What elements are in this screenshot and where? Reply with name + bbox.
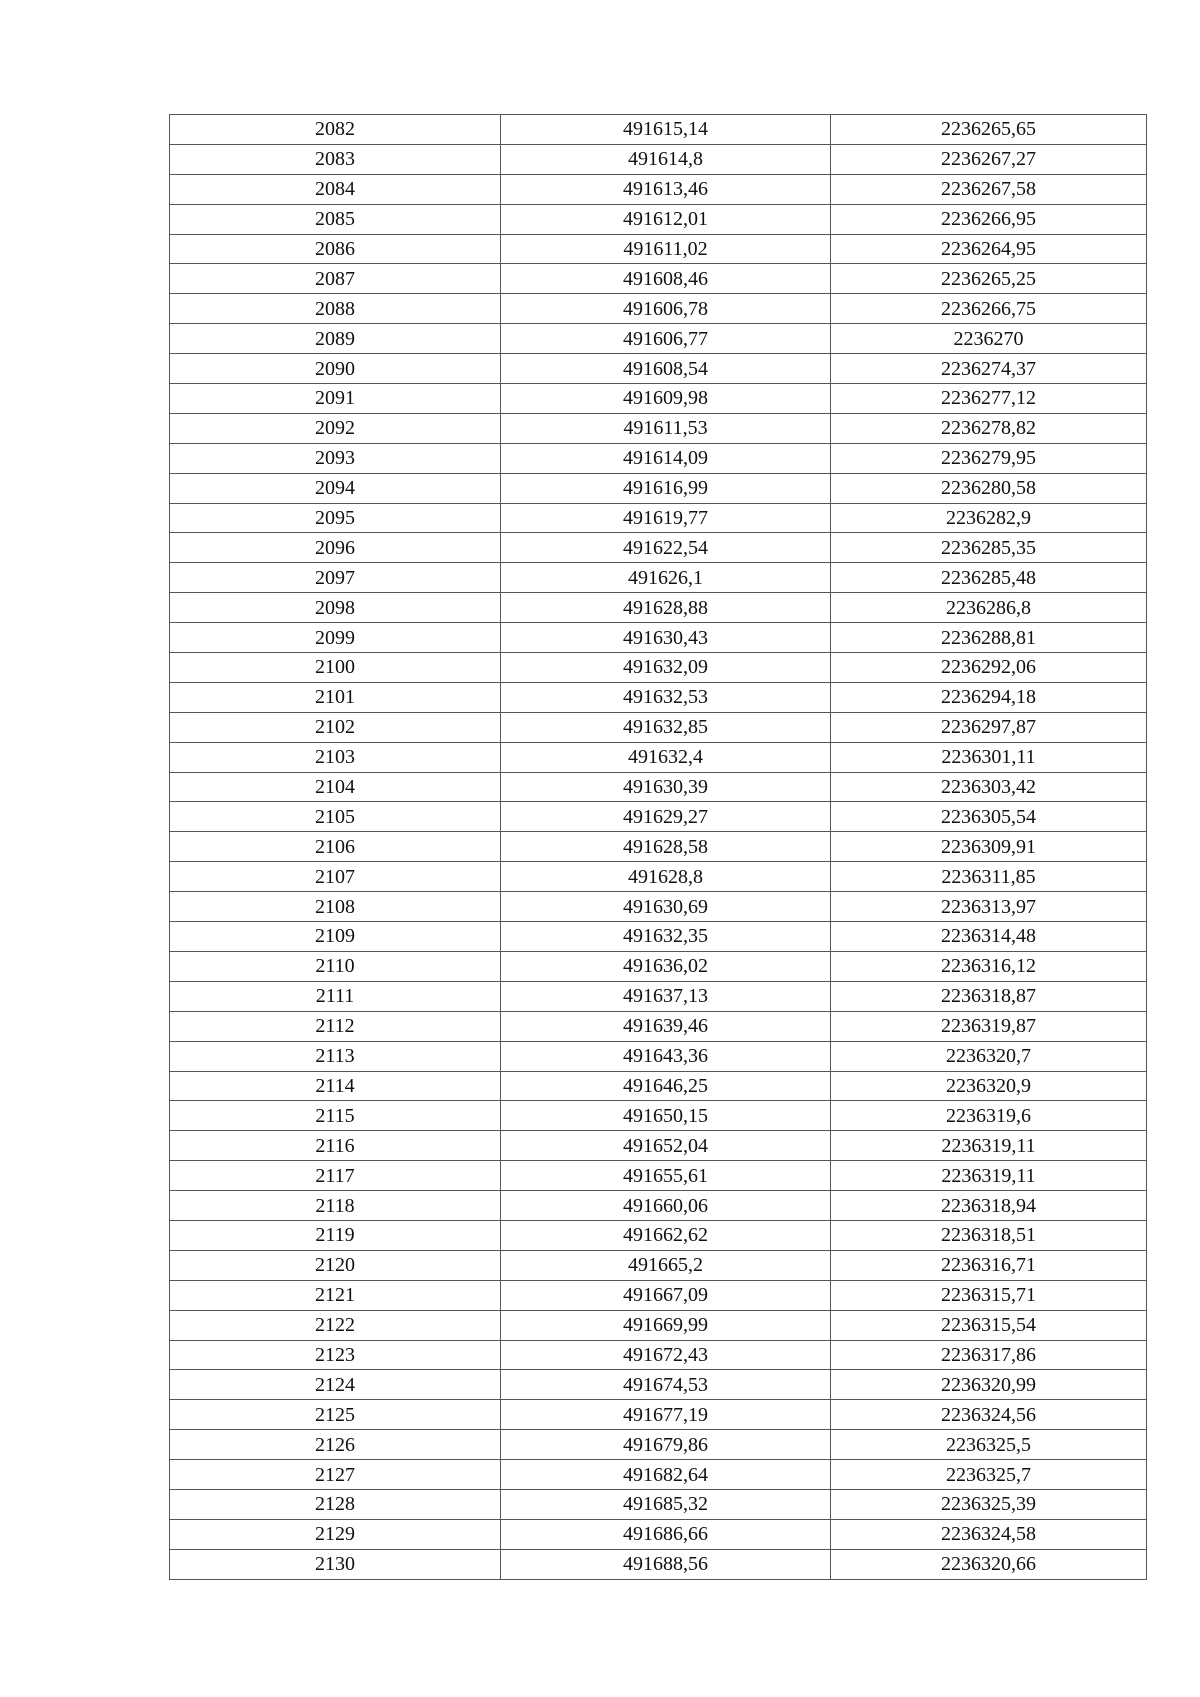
point-number-cell: 2088 xyxy=(170,294,501,324)
x-coordinate-cell: 491606,77 xyxy=(501,324,831,354)
point-number-cell: 2096 xyxy=(170,533,501,563)
point-number-cell: 2111 xyxy=(170,981,501,1011)
point-number-cell: 2126 xyxy=(170,1430,501,1460)
x-coordinate-cell: 491619,77 xyxy=(501,503,831,533)
y-coordinate-cell: 2236314,48 xyxy=(831,922,1147,952)
table-row xyxy=(170,862,1147,892)
table-row xyxy=(170,623,1147,653)
x-coordinate-cell: 491674,53 xyxy=(501,1370,831,1400)
table-row xyxy=(170,115,1147,145)
table-row xyxy=(170,922,1147,952)
table-row xyxy=(170,324,1147,354)
x-coordinate-cell: 491630,43 xyxy=(501,623,831,653)
table-row xyxy=(170,1220,1147,1250)
table-row xyxy=(170,1430,1147,1460)
y-coordinate-cell: 2236292,06 xyxy=(831,653,1147,683)
x-coordinate-cell: 491650,15 xyxy=(501,1101,831,1131)
table-row xyxy=(170,1340,1147,1370)
x-coordinate-cell: 491628,88 xyxy=(501,593,831,623)
point-number-cell: 2114 xyxy=(170,1071,501,1101)
x-coordinate-cell: 491662,62 xyxy=(501,1220,831,1250)
table-row xyxy=(170,1131,1147,1161)
table-row xyxy=(170,234,1147,264)
point-number-cell: 2097 xyxy=(170,563,501,593)
table-row xyxy=(170,653,1147,683)
x-coordinate-cell: 491665,2 xyxy=(501,1250,831,1280)
point-number-cell: 2128 xyxy=(170,1489,501,1519)
y-coordinate-cell: 2236320,99 xyxy=(831,1370,1147,1400)
coordinates-table xyxy=(169,114,1147,1580)
table-row xyxy=(170,1041,1147,1071)
table-row xyxy=(170,1280,1147,1310)
x-coordinate-cell: 491628,8 xyxy=(501,862,831,892)
point-number-cell: 2085 xyxy=(170,204,501,234)
x-coordinate-cell: 491613,46 xyxy=(501,174,831,204)
y-coordinate-cell: 2236305,54 xyxy=(831,802,1147,832)
point-number-cell: 2100 xyxy=(170,653,501,683)
point-number-cell: 2104 xyxy=(170,772,501,802)
point-number-cell: 2122 xyxy=(170,1310,501,1340)
point-number-cell: 2106 xyxy=(170,832,501,862)
x-coordinate-cell: 491632,09 xyxy=(501,653,831,683)
x-coordinate-cell: 491655,61 xyxy=(501,1161,831,1191)
point-number-cell: 2115 xyxy=(170,1101,501,1131)
table-row xyxy=(170,1549,1147,1579)
table-row xyxy=(170,1101,1147,1131)
table-row xyxy=(170,1489,1147,1519)
table-row xyxy=(170,802,1147,832)
table-row xyxy=(170,1519,1147,1549)
point-number-cell: 2093 xyxy=(170,443,501,473)
table-row xyxy=(170,593,1147,623)
x-coordinate-cell: 491611,02 xyxy=(501,234,831,264)
table-row xyxy=(170,682,1147,712)
table-row xyxy=(170,1310,1147,1340)
y-coordinate-cell: 2236315,54 xyxy=(831,1310,1147,1340)
x-coordinate-cell: 491615,14 xyxy=(501,115,831,145)
point-number-cell: 2087 xyxy=(170,264,501,294)
table-row xyxy=(170,892,1147,922)
table-row xyxy=(170,1460,1147,1490)
y-coordinate-cell: 2236294,18 xyxy=(831,682,1147,712)
y-coordinate-cell: 2236280,58 xyxy=(831,473,1147,503)
x-coordinate-cell: 491646,25 xyxy=(501,1071,831,1101)
table-row xyxy=(170,384,1147,414)
x-coordinate-cell: 491609,98 xyxy=(501,384,831,414)
y-coordinate-cell: 2236297,87 xyxy=(831,712,1147,742)
y-coordinate-cell: 2236285,35 xyxy=(831,533,1147,563)
point-number-cell: 2109 xyxy=(170,922,501,952)
point-number-cell: 2110 xyxy=(170,951,501,981)
x-coordinate-cell: 491682,64 xyxy=(501,1460,831,1490)
x-coordinate-cell: 491630,69 xyxy=(501,892,831,922)
x-coordinate-cell: 491643,36 xyxy=(501,1041,831,1071)
table-row xyxy=(170,951,1147,981)
x-coordinate-cell: 491632,35 xyxy=(501,922,831,952)
table-row xyxy=(170,1071,1147,1101)
table-row xyxy=(170,1191,1147,1221)
y-coordinate-cell: 2236324,58 xyxy=(831,1519,1147,1549)
point-number-cell: 2083 xyxy=(170,144,501,174)
y-coordinate-cell: 2236317,86 xyxy=(831,1340,1147,1370)
point-number-cell: 2129 xyxy=(170,1519,501,1549)
point-number-cell: 2094 xyxy=(170,473,501,503)
table-row xyxy=(170,443,1147,473)
x-coordinate-cell: 491622,54 xyxy=(501,533,831,563)
x-coordinate-cell: 491632,4 xyxy=(501,742,831,772)
x-coordinate-cell: 491626,1 xyxy=(501,563,831,593)
y-coordinate-cell: 2236318,94 xyxy=(831,1191,1147,1221)
y-coordinate-cell: 2236286,8 xyxy=(831,593,1147,623)
y-coordinate-cell: 2236282,9 xyxy=(831,503,1147,533)
y-coordinate-cell: 2236319,11 xyxy=(831,1131,1147,1161)
y-coordinate-cell: 2236266,75 xyxy=(831,294,1147,324)
y-coordinate-cell: 2236319,11 xyxy=(831,1161,1147,1191)
y-coordinate-cell: 2236313,97 xyxy=(831,892,1147,922)
point-number-cell: 2112 xyxy=(170,1011,501,1041)
x-coordinate-cell: 491611,53 xyxy=(501,413,831,443)
point-number-cell: 2124 xyxy=(170,1370,501,1400)
table-row xyxy=(170,473,1147,503)
table-row xyxy=(170,772,1147,802)
x-coordinate-cell: 491629,27 xyxy=(501,802,831,832)
y-coordinate-cell: 2236316,71 xyxy=(831,1250,1147,1280)
x-coordinate-cell: 491652,04 xyxy=(501,1131,831,1161)
table-row xyxy=(170,832,1147,862)
y-coordinate-cell: 2236279,95 xyxy=(831,443,1147,473)
x-coordinate-cell: 491608,46 xyxy=(501,264,831,294)
y-coordinate-cell: 2236319,6 xyxy=(831,1101,1147,1131)
x-coordinate-cell: 491636,02 xyxy=(501,951,831,981)
table-row xyxy=(170,503,1147,533)
point-number-cell: 2101 xyxy=(170,682,501,712)
x-coordinate-cell: 491660,06 xyxy=(501,1191,831,1221)
x-coordinate-cell: 491688,56 xyxy=(501,1549,831,1579)
x-coordinate-cell: 491628,58 xyxy=(501,832,831,862)
table-row xyxy=(170,413,1147,443)
y-coordinate-cell: 2236278,82 xyxy=(831,413,1147,443)
y-coordinate-cell: 2236274,37 xyxy=(831,354,1147,384)
x-coordinate-cell: 491614,8 xyxy=(501,144,831,174)
x-coordinate-cell: 491616,99 xyxy=(501,473,831,503)
x-coordinate-cell: 491669,99 xyxy=(501,1310,831,1340)
y-coordinate-cell: 2236325,7 xyxy=(831,1460,1147,1490)
y-coordinate-cell: 2236265,25 xyxy=(831,264,1147,294)
y-coordinate-cell: 2236266,95 xyxy=(831,204,1147,234)
table-row xyxy=(170,1370,1147,1400)
y-coordinate-cell: 2236320,9 xyxy=(831,1071,1147,1101)
y-coordinate-cell: 2236311,85 xyxy=(831,862,1147,892)
point-number-cell: 2119 xyxy=(170,1220,501,1250)
y-coordinate-cell: 2236316,12 xyxy=(831,951,1147,981)
table-row xyxy=(170,354,1147,384)
x-coordinate-cell: 491677,19 xyxy=(501,1400,831,1430)
point-number-cell: 2120 xyxy=(170,1250,501,1280)
x-coordinate-cell: 491632,85 xyxy=(501,712,831,742)
y-coordinate-cell: 2236325,39 xyxy=(831,1489,1147,1519)
table-row xyxy=(170,204,1147,234)
x-coordinate-cell: 491630,39 xyxy=(501,772,831,802)
point-number-cell: 2084 xyxy=(170,174,501,204)
table-row xyxy=(170,1250,1147,1280)
point-number-cell: 2099 xyxy=(170,623,501,653)
coordinates-table-body xyxy=(170,115,1147,1580)
point-number-cell: 2123 xyxy=(170,1340,501,1370)
table-row xyxy=(170,174,1147,204)
point-number-cell: 2130 xyxy=(170,1549,501,1579)
y-coordinate-cell: 2236270 xyxy=(831,324,1147,354)
point-number-cell: 2090 xyxy=(170,354,501,384)
x-coordinate-cell: 491679,86 xyxy=(501,1430,831,1460)
y-coordinate-cell: 2236267,27 xyxy=(831,144,1147,174)
point-number-cell: 2092 xyxy=(170,413,501,443)
table-row xyxy=(170,742,1147,772)
table-row xyxy=(170,1400,1147,1430)
x-coordinate-cell: 491612,01 xyxy=(501,204,831,234)
y-coordinate-cell: 2236320,7 xyxy=(831,1041,1147,1071)
y-coordinate-cell: 2236309,91 xyxy=(831,832,1147,862)
y-coordinate-cell: 2236324,56 xyxy=(831,1400,1147,1430)
y-coordinate-cell: 2236318,87 xyxy=(831,981,1147,1011)
point-number-cell: 2105 xyxy=(170,802,501,832)
x-coordinate-cell: 491672,43 xyxy=(501,1340,831,1370)
y-coordinate-cell: 2236265,65 xyxy=(831,115,1147,145)
y-coordinate-cell: 2236285,48 xyxy=(831,563,1147,593)
x-coordinate-cell: 491637,13 xyxy=(501,981,831,1011)
table-row xyxy=(170,981,1147,1011)
y-coordinate-cell: 2236319,87 xyxy=(831,1011,1147,1041)
point-number-cell: 2113 xyxy=(170,1041,501,1071)
table-row xyxy=(170,1161,1147,1191)
table-row xyxy=(170,1011,1147,1041)
x-coordinate-cell: 491632,53 xyxy=(501,682,831,712)
y-coordinate-cell: 2236325,5 xyxy=(831,1430,1147,1460)
point-number-cell: 2102 xyxy=(170,712,501,742)
x-coordinate-cell: 491608,54 xyxy=(501,354,831,384)
table-row xyxy=(170,563,1147,593)
y-coordinate-cell: 2236301,11 xyxy=(831,742,1147,772)
y-coordinate-cell: 2236315,71 xyxy=(831,1280,1147,1310)
point-number-cell: 2082 xyxy=(170,115,501,145)
point-number-cell: 2086 xyxy=(170,234,501,264)
table-row xyxy=(170,144,1147,174)
x-coordinate-cell: 491606,78 xyxy=(501,294,831,324)
point-number-cell: 2118 xyxy=(170,1191,501,1221)
point-number-cell: 2098 xyxy=(170,593,501,623)
point-number-cell: 2116 xyxy=(170,1131,501,1161)
point-number-cell: 2108 xyxy=(170,892,501,922)
y-coordinate-cell: 2236320,66 xyxy=(831,1549,1147,1579)
point-number-cell: 2089 xyxy=(170,324,501,354)
y-coordinate-cell: 2236303,42 xyxy=(831,772,1147,802)
x-coordinate-cell: 491639,46 xyxy=(501,1011,831,1041)
point-number-cell: 2095 xyxy=(170,503,501,533)
point-number-cell: 2117 xyxy=(170,1161,501,1191)
point-number-cell: 2121 xyxy=(170,1280,501,1310)
point-number-cell: 2091 xyxy=(170,384,501,414)
y-coordinate-cell: 2236318,51 xyxy=(831,1220,1147,1250)
table-row xyxy=(170,264,1147,294)
x-coordinate-cell: 491614,09 xyxy=(501,443,831,473)
y-coordinate-cell: 2236277,12 xyxy=(831,384,1147,414)
table-row xyxy=(170,712,1147,742)
table-row xyxy=(170,533,1147,563)
x-coordinate-cell: 491667,09 xyxy=(501,1280,831,1310)
y-coordinate-cell: 2236267,58 xyxy=(831,174,1147,204)
x-coordinate-cell: 491686,66 xyxy=(501,1519,831,1549)
y-coordinate-cell: 2236288,81 xyxy=(831,623,1147,653)
x-coordinate-cell: 491685,32 xyxy=(501,1489,831,1519)
point-number-cell: 2127 xyxy=(170,1460,501,1490)
point-number-cell: 2125 xyxy=(170,1400,501,1430)
table-row xyxy=(170,294,1147,324)
y-coordinate-cell: 2236264,95 xyxy=(831,234,1147,264)
point-number-cell: 2103 xyxy=(170,742,501,772)
point-number-cell: 2107 xyxy=(170,862,501,892)
